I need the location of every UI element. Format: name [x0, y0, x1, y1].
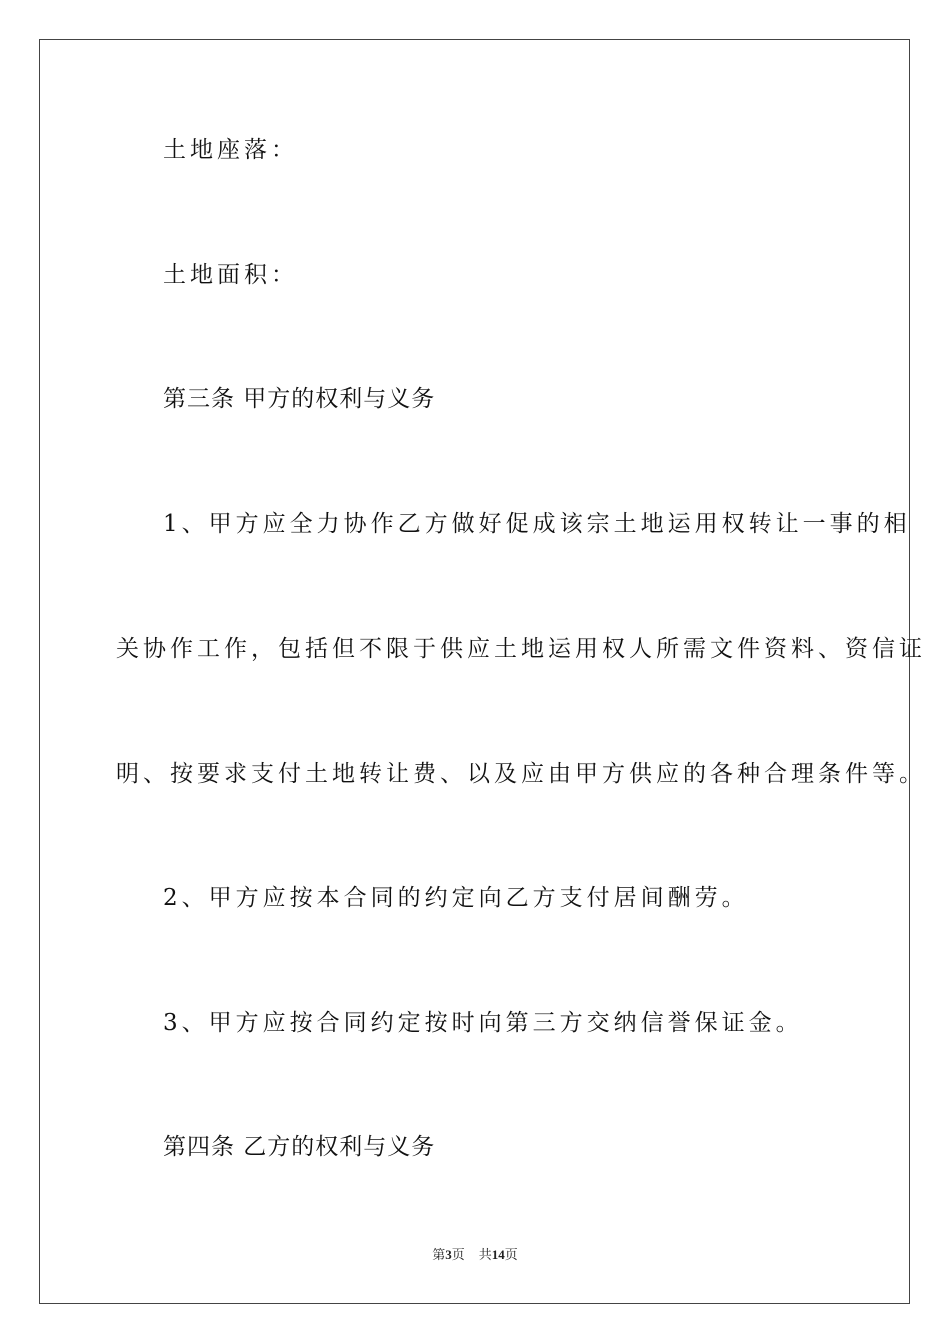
page-prefix: 第	[432, 1247, 446, 1262]
article-4-heading: 第四条 乙方的权利与义务	[163, 1134, 436, 1160]
page-number: 3	[445, 1247, 452, 1262]
land-location-label: 土地座落：	[163, 137, 298, 163]
page-border	[39, 39, 926, 1304]
clause-1-line-3: 明、按要求支付土地转让费、以及应由甲方供应的各种合理条件等。	[116, 761, 926, 787]
page-footer	[0, 1246, 950, 1264]
clause-3: 3、甲方应按合同约定按时向第三方交纳信誉保证金。	[163, 1010, 803, 1036]
land-area-label: 土地面积：	[163, 262, 298, 288]
page-suffix: 页	[451, 1247, 465, 1262]
clause-1-line-1: 1、甲方应全力协作乙方做好促成该宗土地运用权转让一事的相	[163, 511, 911, 537]
article-3-heading: 第三条 甲方的权利与义务	[163, 386, 436, 412]
total-suffix: 页	[504, 1247, 518, 1262]
total-pages: 14	[491, 1247, 505, 1262]
total-prefix: 共	[478, 1247, 492, 1262]
clause-2: 2、甲方应按本合同的约定向乙方支付居间酬劳。	[163, 885, 749, 911]
clause-1-line-2: 关协作工作，包括但不限于供应土地运用权人所需文件资料、资信证	[116, 636, 926, 662]
